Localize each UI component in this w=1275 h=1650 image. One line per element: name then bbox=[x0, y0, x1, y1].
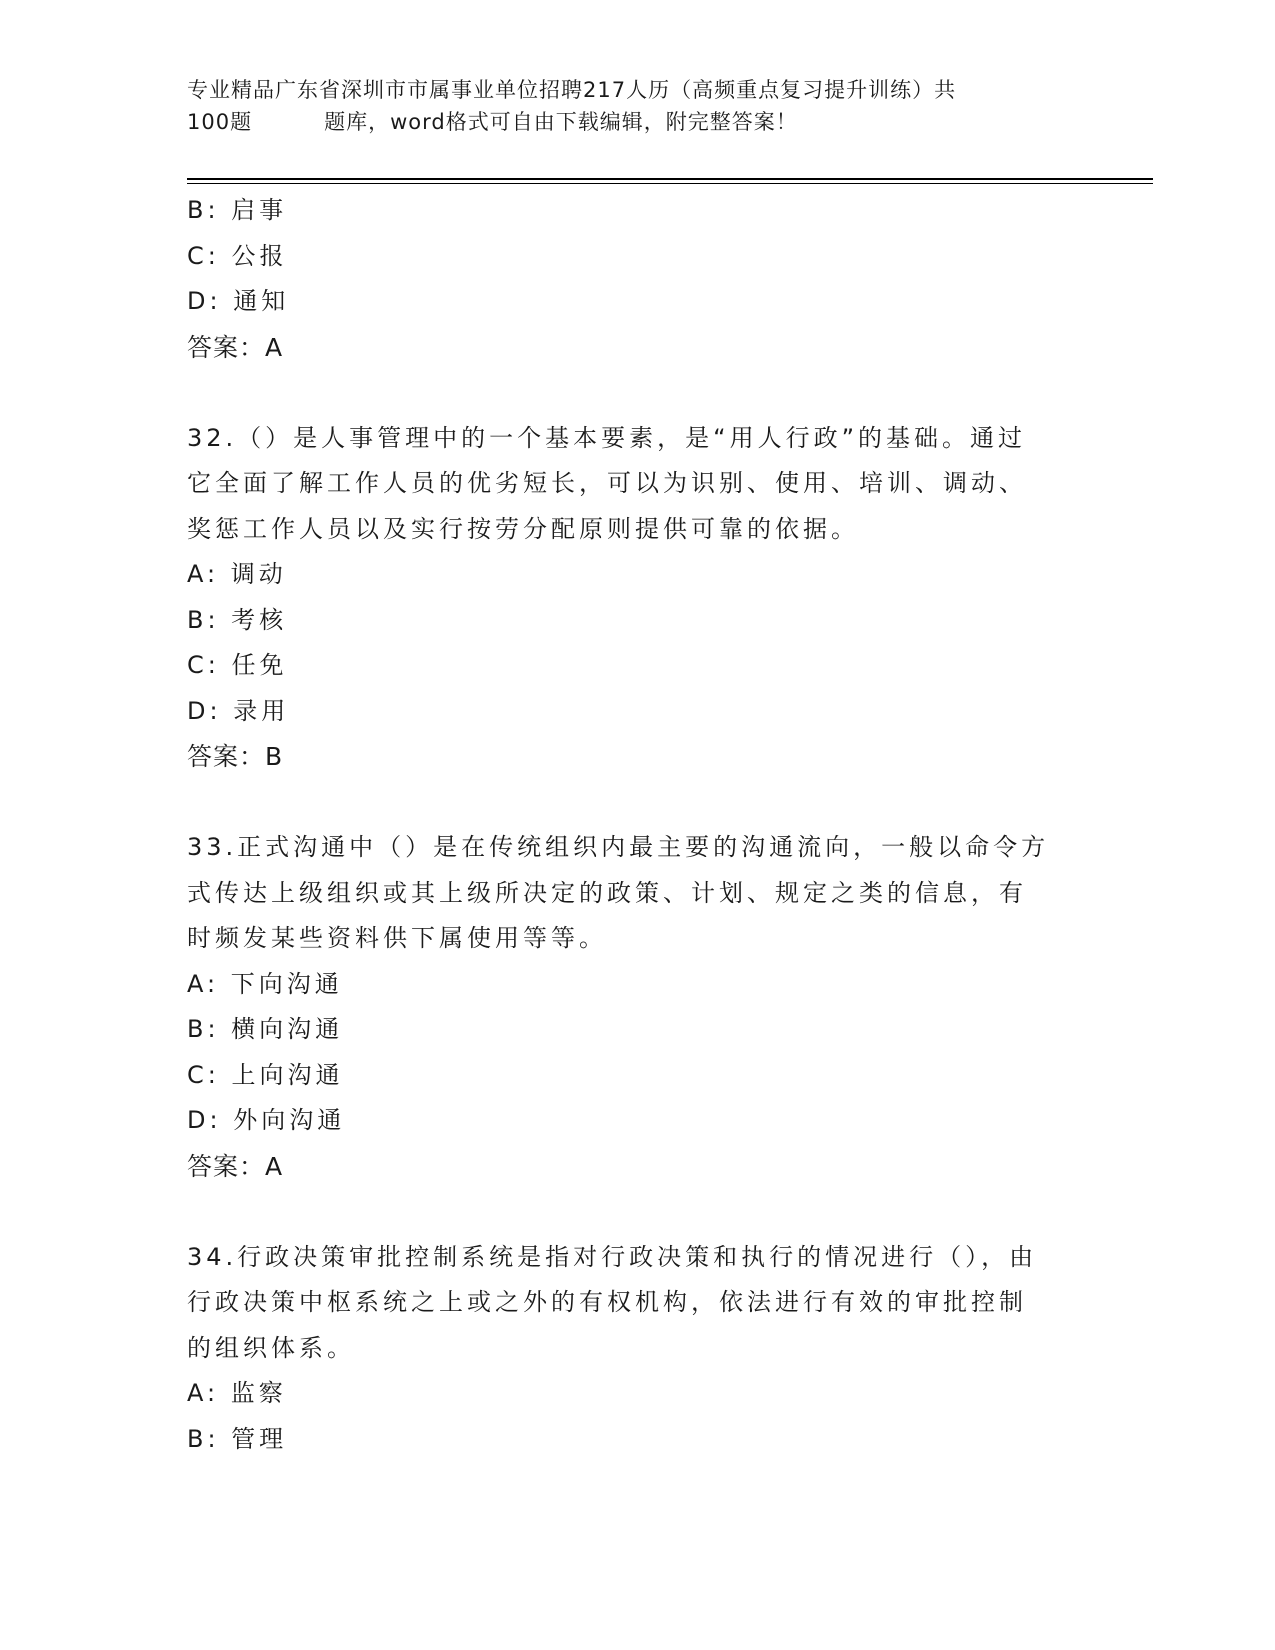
option-b: B: 管理 bbox=[187, 1424, 288, 1453]
answer-line: 答案：A bbox=[187, 332, 284, 362]
question-text-line: 34.行政决策审批控制系统是指对行政决策和执行的情况进行（），由 bbox=[187, 1242, 1038, 1271]
option-c: C: 公报 bbox=[187, 241, 288, 270]
header-question-count: 100题 bbox=[187, 110, 253, 134]
option-a: A: 下向沟通 bbox=[187, 969, 343, 998]
question-32 bbox=[187, 416, 1087, 780]
header-line-2 bbox=[187, 106, 1087, 138]
question-text-line: 33.正式沟通中（）是在传统组织内最主要的沟通流向，一般以命令方 bbox=[187, 833, 1050, 861]
option-c: C: 任免 bbox=[187, 651, 288, 679]
option-b: B: 考核 bbox=[187, 605, 288, 634]
option-b: B: 启事 bbox=[187, 196, 288, 224]
question-text-line: 行政决策中枢系统之上或之外的有权机构，依法进行有效的审批控制 bbox=[187, 1288, 1027, 1316]
option-a: A: 监察 bbox=[187, 1379, 287, 1407]
question-31-tail bbox=[187, 188, 1087, 370]
document-body bbox=[187, 188, 1087, 1462]
question-34 bbox=[187, 1235, 1087, 1463]
option-a: A: 调动 bbox=[187, 560, 287, 588]
question-text-line: 式传达上级组织或其上级所决定的政策、计划、规定之类的信息，有 bbox=[187, 878, 1027, 907]
option-c: C: 上向沟通 bbox=[187, 1060, 344, 1089]
header-divider-thin bbox=[187, 183, 1153, 184]
option-d: D: 通知 bbox=[187, 287, 290, 315]
question-text-line: 它全面了解工作人员的优劣短长，可以为识别、使用、培训、调动、 bbox=[187, 469, 1027, 497]
document-header bbox=[187, 74, 1087, 138]
question-text-line: 时频发某些资料供下属使用等等。 bbox=[187, 924, 607, 952]
question-text-line: 的组织体系。 bbox=[187, 1333, 355, 1362]
answer-line: 答案：A bbox=[187, 1151, 284, 1181]
header-divider-thick bbox=[187, 178, 1153, 180]
option-d: D: 录用 bbox=[187, 696, 290, 725]
option-d: D: 外向沟通 bbox=[187, 1106, 346, 1134]
answer-line: 答案：B bbox=[187, 742, 284, 771]
question-33 bbox=[187, 825, 1087, 1189]
header-description: 题库，word格式可自由下载编辑，附完整答案！ bbox=[324, 110, 798, 134]
question-text-line: 32.（）是人事管理中的一个基本要素，是“用人行政”的基础。通过 bbox=[187, 423, 1027, 452]
header-line-1: 专业精品广东省深圳市市属事业单位招聘217人历（高频重点复习提升训练）共 bbox=[187, 78, 957, 102]
question-text-line: 奖惩工作人员以及实行按劳分配原则提供可靠的依据。 bbox=[187, 514, 859, 543]
option-b: B: 横向沟通 bbox=[187, 1015, 344, 1043]
